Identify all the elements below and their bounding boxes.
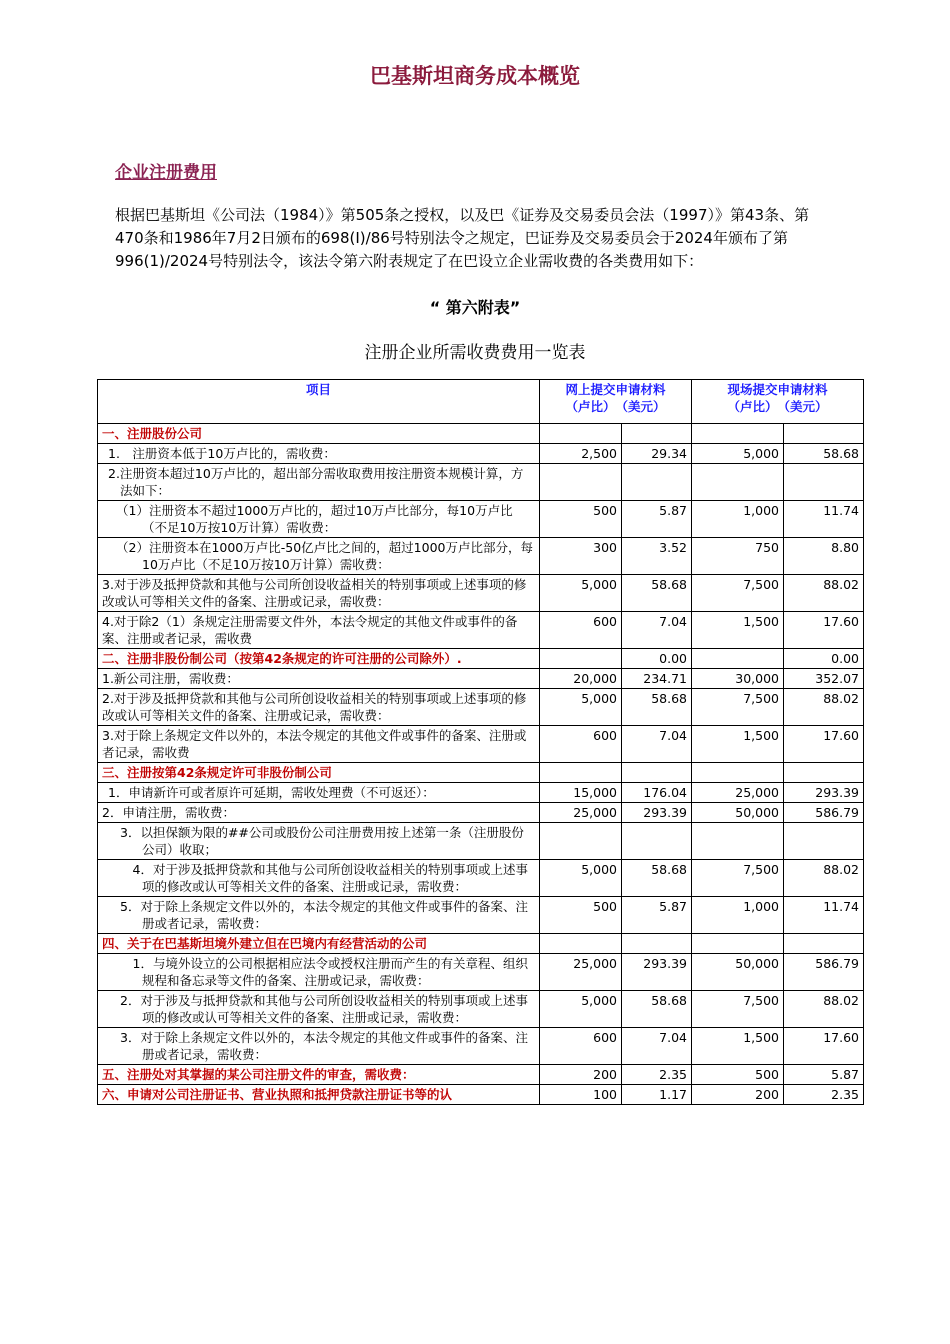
fee-online-usd: 2.35 [622,1065,692,1085]
fee-online-pkr: 5,000 [540,575,622,612]
fee-online-pkr [540,464,622,501]
fee-onsite-usd: 88.02 [784,991,864,1028]
table-caption: 注册企业所需收费费用一览表 [364,343,586,363]
fee-online-usd: 7.04 [622,1028,692,1065]
fee-online-usd: 7.04 [622,726,692,763]
fee-online-usd: 58.68 [622,689,692,726]
item-label: 5．对于除上条规定文件以外的，本法令规定的其他文件或事件的备案、注册或者记录，需收费： [98,897,540,934]
fee-table [97,379,864,1105]
fee-online-pkr: 500 [540,501,622,538]
item-label: 1. 注册资本低于10万卢比的，需收费： [98,444,540,464]
item-label: 2．申请注册，需收费： [98,803,540,823]
fee-onsite-usd: 11.74 [784,501,864,538]
fee-onsite-pkr [692,424,784,444]
table-row [98,823,864,860]
item-label: 3．对于除上条规定文件以外的，本法令规定的其他文件或事件的备案、注册或者记录，需收费： [98,1028,540,1065]
fee-online-pkr: 300 [540,538,622,575]
item-label: 4.对于除2（1）条规定注册需要文件外，本法令规定的其他文件或事件的备案、注册或者记录，需收费 [98,612,540,649]
fee-online-usd: 29.34 [622,444,692,464]
table-row [98,1065,864,1085]
fee-online-usd: 3.52 [622,538,692,575]
fee-onsite-usd [784,934,864,954]
table-row [98,803,864,823]
header-onsite-label: 现场提交申请材料 [727,382,828,397]
fee-online-pkr [540,424,622,444]
fee-online-usd: 5.87 [622,897,692,934]
section-heading: 企业注册费用 [115,163,217,183]
fee-onsite-usd [784,823,864,860]
fee-online-pkr [540,649,622,669]
fee-onsite-pkr [692,649,784,669]
fee-online-pkr: 5,000 [540,991,622,1028]
table-row [98,934,864,954]
fee-onsite-pkr: 30,000 [692,669,784,689]
fee-onsite-pkr [692,464,784,501]
fee-onsite-usd: 58.68 [784,444,864,464]
fee-onsite-usd [784,424,864,444]
fee-onsite-usd: 8.80 [784,538,864,575]
fee-online-pkr: 25,000 [540,803,622,823]
fee-onsite-pkr [692,823,784,860]
fee-online-usd: 176.04 [622,783,692,803]
table-row [98,897,864,934]
table-row [98,860,864,897]
fee-online-pkr: 2,500 [540,444,622,464]
item-label: 4．对于涉及抵押贷款和其他与公司所创设收益相关的特别事项或上述事项的修改或认可等相关文件的备案、注册或记录，需收费： [98,860,540,897]
item-label: 1．申请新许可或者原许可延期，需收处理费（不可返还）： [98,783,540,803]
fee-onsite-pkr: 5,000 [692,444,784,464]
section-row-label: 三、注册按第42条规定许可非股份制公司 [98,763,540,783]
table-row [98,538,864,575]
table-row [98,689,864,726]
fee-onsite-usd [784,464,864,501]
page-title: 巴基斯坦商务成本概览 [370,64,580,88]
header-onsite [692,380,864,424]
fee-onsite-usd: 17.60 [784,1028,864,1065]
table-row [98,424,864,444]
fee-onsite-usd: 352.07 [784,669,864,689]
fee-onsite-pkr: 1,500 [692,612,784,649]
fee-onsite-pkr: 7,500 [692,860,784,897]
table-row [98,669,864,689]
fee-onsite-usd: 293.39 [784,783,864,803]
fee-online-pkr: 500 [540,897,622,934]
fee-online-usd: 58.68 [622,860,692,897]
item-label: 2．对于涉及与抵押贷款和其他与公司所创设收益相关的特别事项或上述事项的修改或认可等相关文件的备案、注册或记录，需收费： [98,991,540,1028]
fee-online-usd: 5.87 [622,501,692,538]
table-row [98,954,864,991]
fee-onsite-usd: 0.00 [784,649,864,669]
fee-online-pkr: 600 [540,1028,622,1065]
table-row [98,1085,864,1105]
fee-onsite-usd: 17.60 [784,726,864,763]
fee-online-usd: 293.39 [622,954,692,991]
fee-online-usd: 293.39 [622,803,692,823]
item-label: 3．以担保额为限的##公司或股份公司注册费用按上述第一条（注册股份公司）收取； [98,823,540,860]
fee-online-usd: 58.68 [622,991,692,1028]
fee-online-pkr: 200 [540,1065,622,1085]
fee-onsite-usd: 2.35 [784,1085,864,1105]
section-row-label: 六、申请对公司注册证书、营业执照和抵押贷款注册证书等的认 [98,1085,540,1105]
fee-onsite-pkr [692,763,784,783]
fee-online-pkr: 600 [540,726,622,763]
fee-onsite-pkr: 1,000 [692,897,784,934]
fee-online-usd: 234.71 [622,669,692,689]
fee-onsite-pkr [692,934,784,954]
fee-onsite-pkr: 1,500 [692,1028,784,1065]
table-row [98,575,864,612]
fee-onsite-usd: 88.02 [784,689,864,726]
fee-onsite-pkr: 1,500 [692,726,784,763]
fee-onsite-pkr: 50,000 [692,803,784,823]
fee-onsite-pkr: 50,000 [692,954,784,991]
header-onsite-pkr: （卢比） [727,399,778,414]
fee-online-usd [622,464,692,501]
fee-online-pkr: 600 [540,612,622,649]
fee-onsite-usd: 11.74 [784,897,864,934]
section-row-label: 一、注册股份公司 [98,424,540,444]
section-row-label: 五、注册处对其掌握的某公司注册文件的审查，需收费： [98,1065,540,1085]
header-online-usd: （美元） [615,399,666,414]
table-row [98,501,864,538]
table-row [98,612,864,649]
fee-online-pkr: 25,000 [540,954,622,991]
fee-online-usd: 1.17 [622,1085,692,1105]
fee-online-pkr [540,823,622,860]
table-row [98,1028,864,1065]
header-online-pkr: （卢比） [565,399,616,414]
fee-onsite-pkr: 1,000 [692,501,784,538]
item-label: 3.对于除上条规定文件以外的，本法令规定的其他文件或事件的备案、注册或者记录，需收费 [98,726,540,763]
table-row [98,726,864,763]
table-row [98,649,864,669]
fee-online-pkr [540,934,622,954]
fee-onsite-pkr: 7,500 [692,991,784,1028]
section-row-label: 四、关于在巴基斯坦境外建立但在巴境内有经营活动的公司 [98,934,540,954]
header-online [540,380,692,424]
intro-paragraph: 根据巴基斯坦《公司法（1984）》第505条之授权，以及巴《证券及交易委员会法（1997）》第43条、第470条和1986年7月2日颁布的698(I)/86号特别法令之规定，巴证券及交易委员会于2024年颁布了第996(1)/2024号特别法令，该法令第六附表规定了在巴设立企业需收费的各类费用如下： [115,206,810,270]
item-label: （2）注册资本在1000万卢比-50亿卢比之间的，超过1000万卢比部分，每10万卢比（不足10万按10万计算）需收费： [98,538,540,575]
fee-onsite-pkr: 7,500 [692,575,784,612]
table-row [98,464,864,501]
table-row [98,763,864,783]
fee-onsite-usd: 88.02 [784,575,864,612]
header-item: 项目 [98,380,540,424]
fee-online-pkr: 5,000 [540,689,622,726]
fee-online-pkr: 5,000 [540,860,622,897]
fee-onsite-pkr: 25,000 [692,783,784,803]
schedule-title: “ 第六附表” [429,298,521,317]
item-label: 1.新公司注册，需收费： [98,669,540,689]
section-row-label: 二、注册非股份制公司（按第42条规定的许可注册的公司除外）. [98,649,540,669]
item-label: 3.对于涉及抵押贷款和其他与公司所创设收益相关的特别事项或上述事项的修改或认可等相关文件的备案、注册或记录，需收费： [98,575,540,612]
fee-online-usd [622,763,692,783]
fee-onsite-usd [784,763,864,783]
fee-online-pkr: 20,000 [540,669,622,689]
fee-onsite-pkr: 500 [692,1065,784,1085]
fee-online-usd: 58.68 [622,575,692,612]
item-label: 2.注册资本超过10万卢比的，超出部分需收取费用按注册资本规模计算，方法如下： [98,464,540,501]
fee-online-usd: 7.04 [622,612,692,649]
item-label: 1．与境外设立的公司根据相应法令或授权注册而产生的有关章程、组织规程和备忘录等文件的备案、注册或记录，需收费： [98,954,540,991]
table-row [98,991,864,1028]
table-row [98,783,864,803]
fee-online-usd [622,934,692,954]
item-label: 2.对于涉及抵押贷款和其他与公司所创设收益相关的特别事项或上述事项的修改或认可等相关文件的备案、注册或记录，需收费： [98,689,540,726]
fee-onsite-pkr: 7,500 [692,689,784,726]
fee-onsite-pkr: 750 [692,538,784,575]
header-online-label: 网上提交申请材料 [565,382,666,397]
fee-online-usd [622,424,692,444]
fee-onsite-usd: 17.60 [784,612,864,649]
fee-onsite-usd: 586.79 [784,954,864,991]
item-label: （1）注册资本不超过1000万卢比的，超过10万卢比部分，每10万卢比（不足10万按10万计算）需收费： [98,501,540,538]
header-onsite-usd: （美元） [777,399,828,414]
fee-online-usd [622,823,692,860]
fee-online-usd: 0.00 [622,649,692,669]
fee-onsite-usd: 5.87 [784,1065,864,1085]
fee-online-pkr: 100 [540,1085,622,1105]
fee-onsite-usd: 88.02 [784,860,864,897]
fee-onsite-pkr: 200 [692,1085,784,1105]
fee-online-pkr [540,763,622,783]
table-row [98,444,864,464]
fee-online-pkr: 15,000 [540,783,622,803]
fee-onsite-usd: 586.79 [784,803,864,823]
